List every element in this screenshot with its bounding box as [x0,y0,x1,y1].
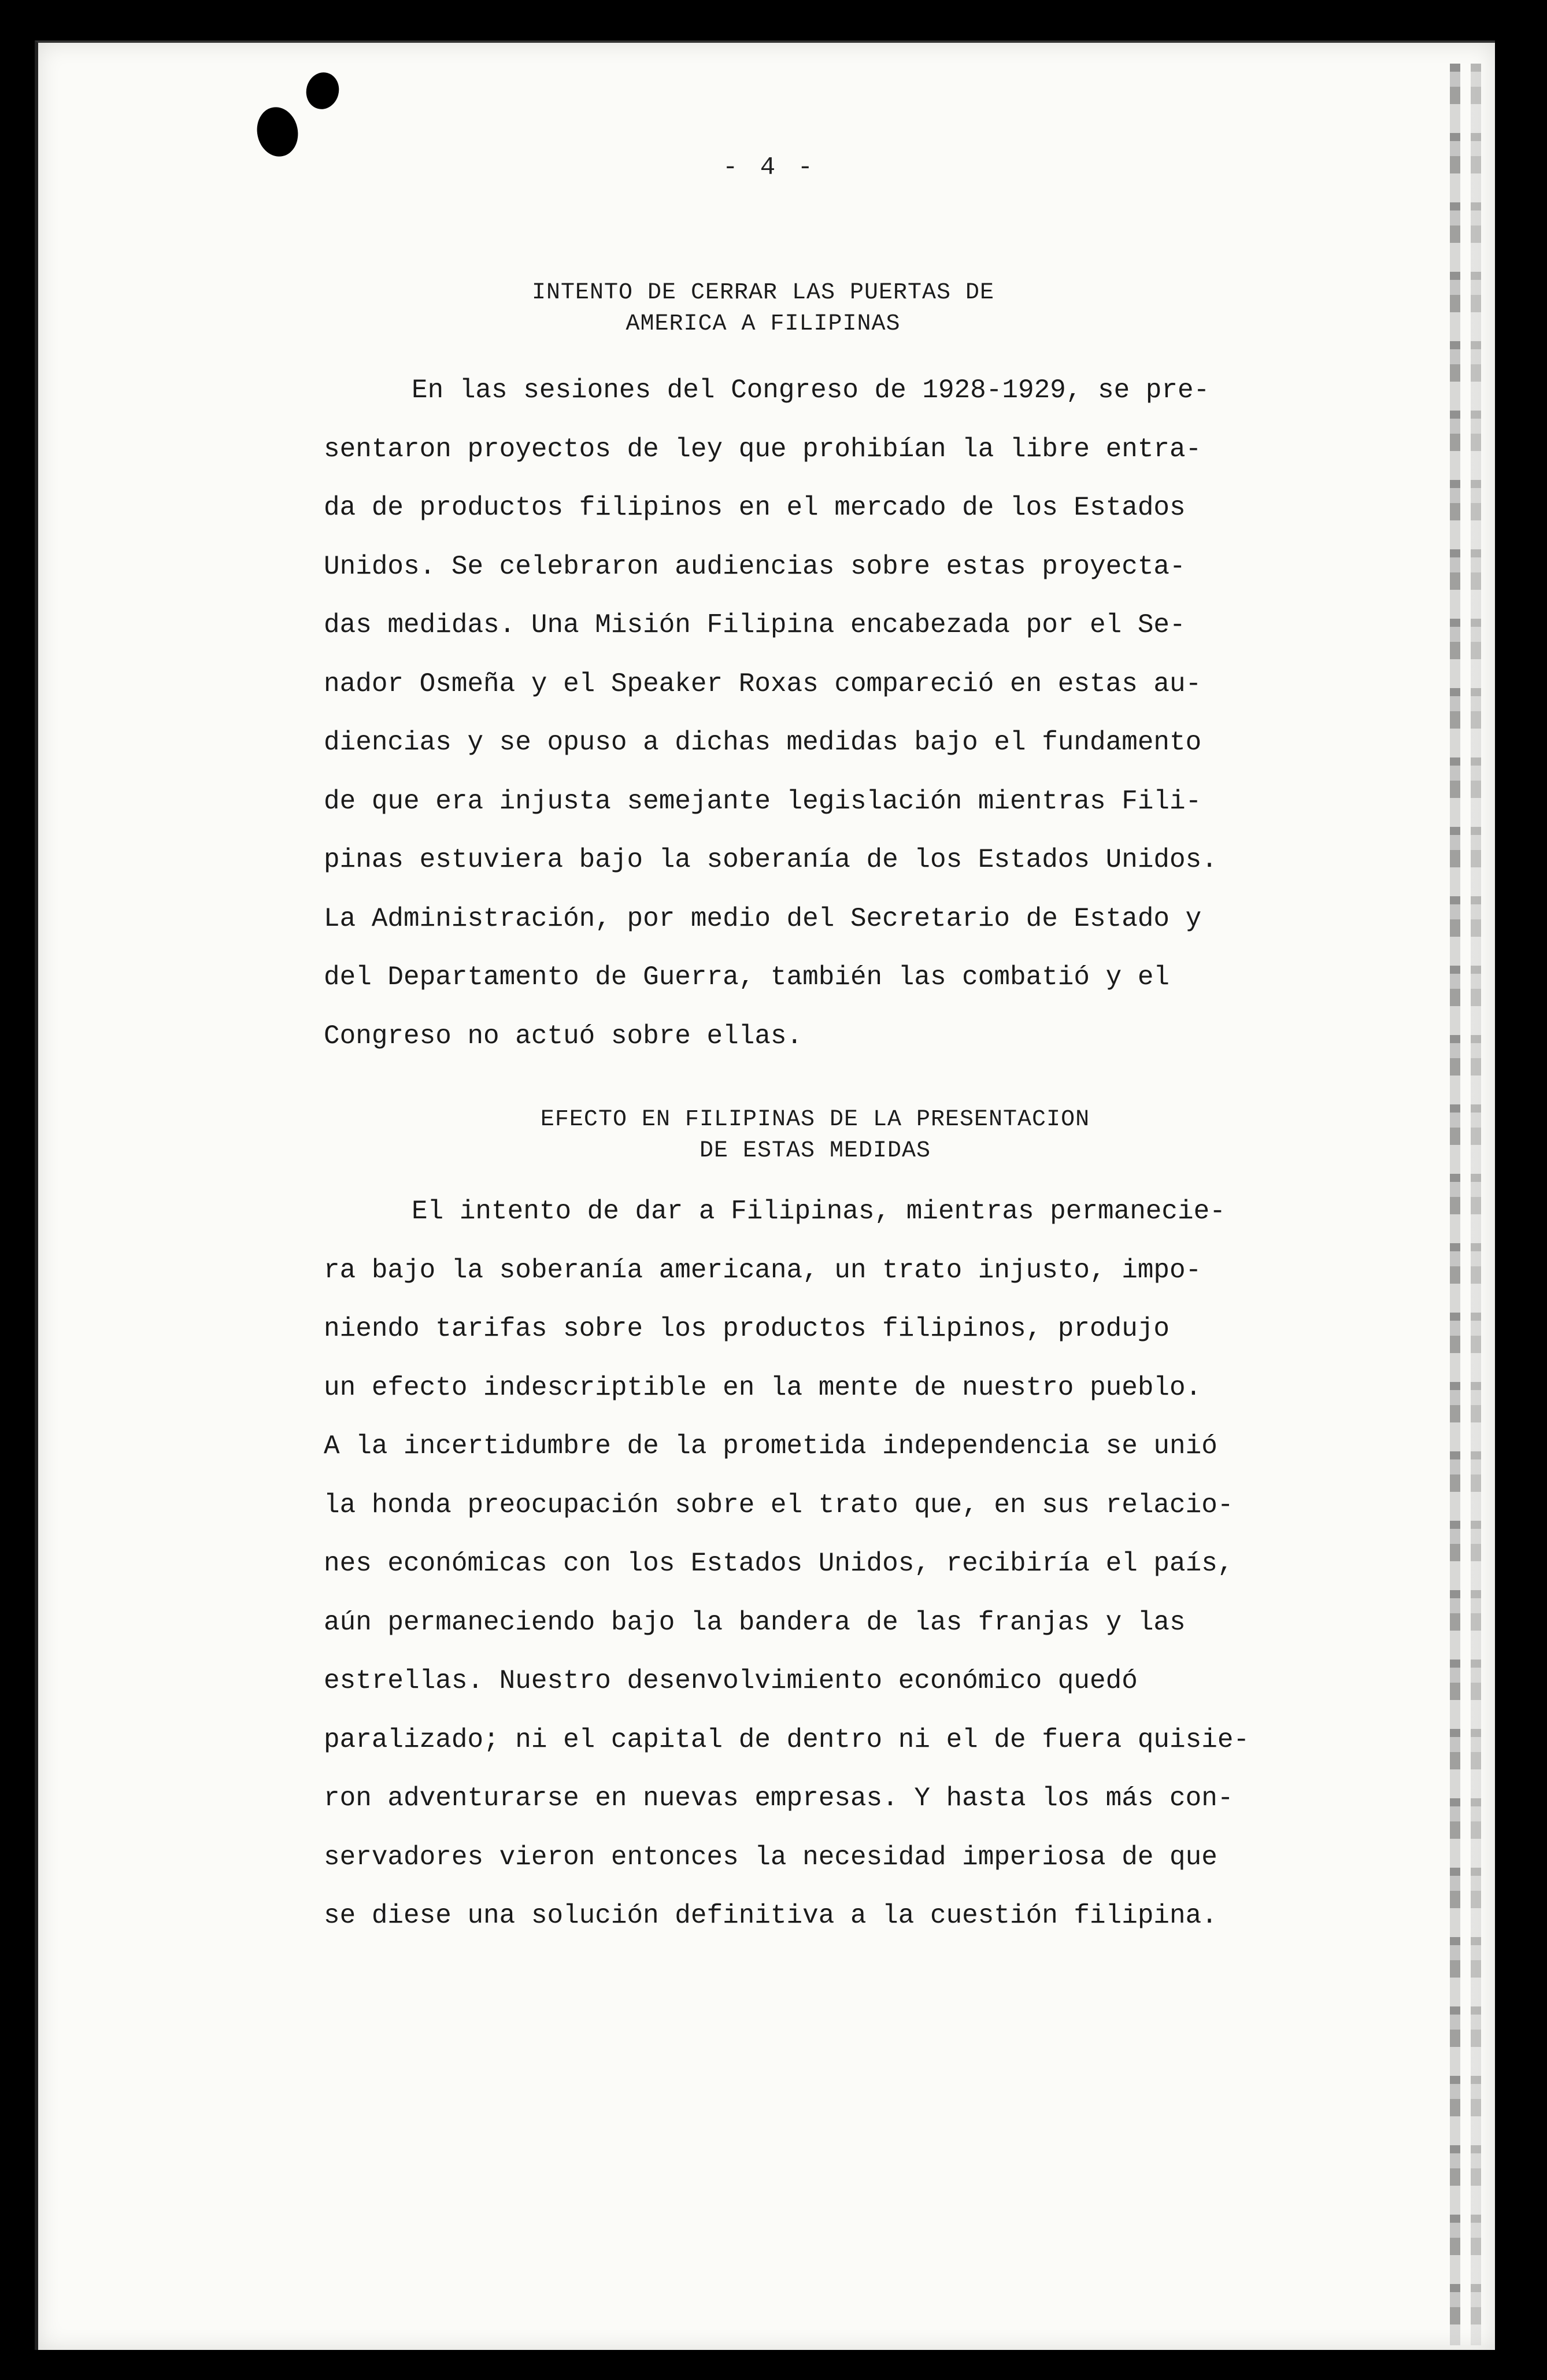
stacked-page-edge [1471,64,1481,2345]
text-line: sentaron proyectos de ley que prohibían la libre entra- [324,434,1202,464]
text-line: niendo tarifas sobre los productos filipinos, produjo [324,1314,1170,1344]
text-line: nes económicas con los Estados Unidos, recibiría el país, [324,1549,1234,1579]
stacked-page-edge [1450,64,1460,2345]
heading-line: DE ESTAS MEDIDAS [699,1138,931,1164]
text-line: ron adventurarse en nuevas empresas. Y hasta los más con- [324,1783,1234,1813]
text-line: del Departamento de Guerra, también las combatió y el [324,962,1170,992]
text-line: nador Osmeña y el Speaker Roxas compareció en estas au- [324,668,1202,699]
heading-line: EFECTO EN FILIPINAS DE LA PRESENTACION [540,1107,1090,1133]
text-line: da de productos filipinos en el mercado de los Estados [324,493,1186,523]
heading-line: INTENTO DE CERRAR LAS PUERTAS DE [531,280,995,306]
text-line: El intento de dar a Filipinas, mientras permanecie- [412,1196,1226,1226]
section-heading [474,1104,1156,1167]
text-line: un efecto indescriptible en la mente de nuestro pueblo. [324,1372,1202,1403]
text-line: paralizado; ni el capital de dentro ni el de fuera quisie- [324,1724,1250,1755]
text-line: ra bajo la soberanía americana, un trato injusto, impo- [324,1255,1202,1285]
text-line: A la incertidumbre de la prometida independencia se unió [324,1431,1217,1461]
heading-line: AMERICA A FILIPINAS [626,311,901,337]
text-line: das medidas. Una Misión Filipina encabezada por el Se- [324,610,1186,640]
text-line: servadores vieron entonces la necesidad imperiosa de que [324,1842,1217,1872]
text-line: de que era injusta semejante legislación mientras Fili- [324,786,1202,816]
text-line: la honda preocupación sobre el trato que, en sus relacio- [324,1490,1234,1520]
section-heading [474,278,1052,340]
text-line: En las sesiones del Congreso de 1928-1929, se pre- [412,375,1210,405]
paragraph [324,361,1217,1066]
text-line: pinas estuviera bajo la soberanía de los Estados Unidos. [324,845,1217,875]
text-line: diencias y se opuso a dichas medidas bajo el fundamento [324,727,1202,757]
text-line: Congreso no actuó sobre ellas. [324,1021,803,1051]
page-number: - 4 - [723,153,817,182]
text-line: aún permaneciendo bajo la bandera de las franjas y las [324,1607,1186,1638]
text-line: se diese una solución definitiva a la cuestión filipina. [324,1901,1217,1931]
text-line: La Administración, por medio del Secretario de Estado y [324,903,1202,934]
paragraph [324,1182,1249,1946]
text-line: estrellas. Nuestro desenvolvimiento económico quedó [324,1666,1138,1696]
text-line: Unidos. Se celebraron audiencias sobre estas proyecta- [324,551,1186,582]
